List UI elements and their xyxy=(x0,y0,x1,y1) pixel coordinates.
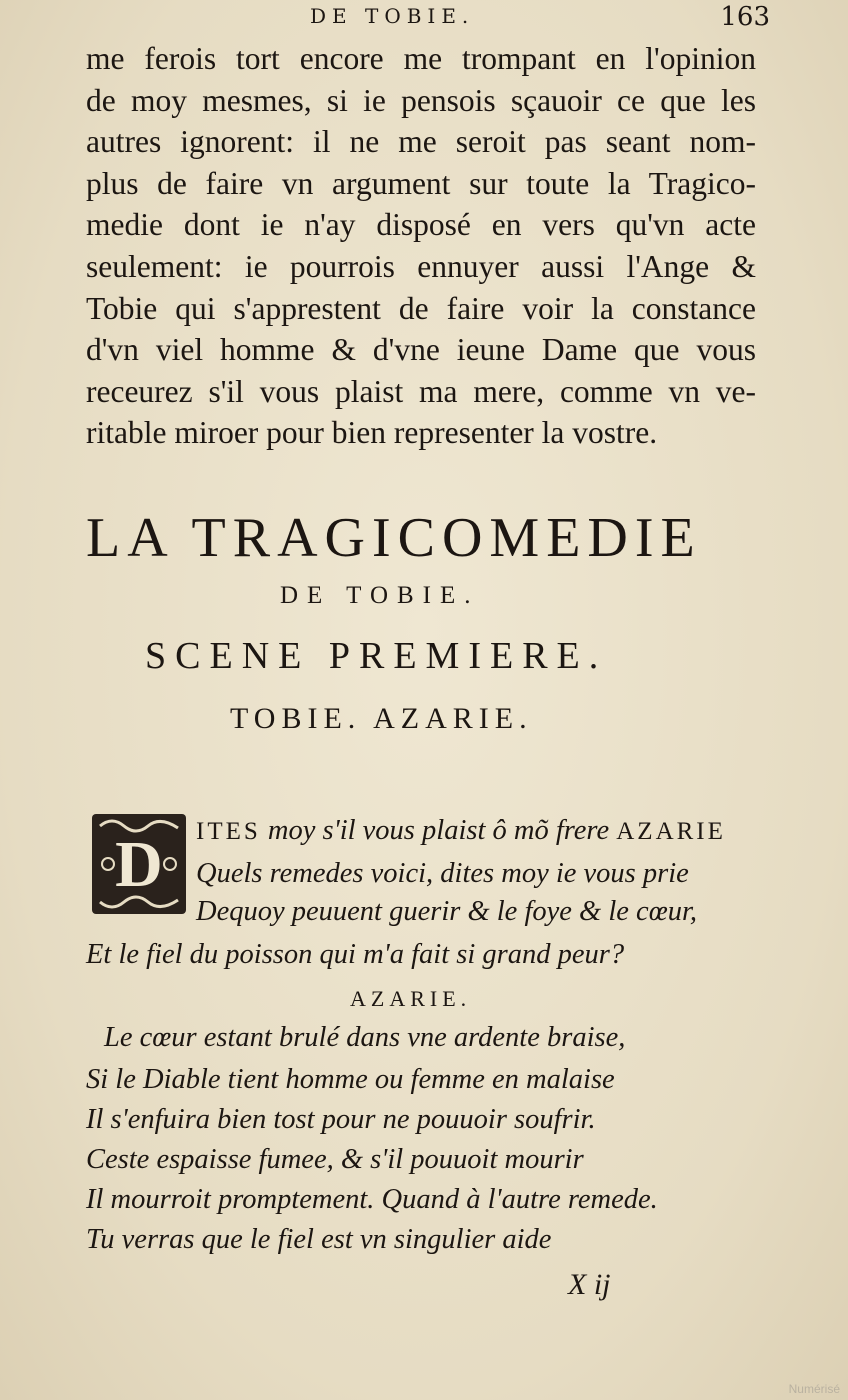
verse-line: Si le Diable tient homme ou femme en malaise xyxy=(86,1064,615,1095)
play-subtitle: DE TOBIE. xyxy=(280,582,480,609)
page-number: 163 xyxy=(720,2,770,32)
prose-line: seulement: ie pourrois ennuyer aussi l'Ange & xyxy=(86,248,756,284)
verse-line: Il mourroit promptement. Quand à l'autre remede. xyxy=(86,1184,658,1215)
verse-line: Le cœur estant brulé dans vne ardente braise, xyxy=(104,1022,626,1053)
prose-line: autres ignorent: il ne me seroit pas seant nom- xyxy=(86,124,756,160)
play-title: LA TRAGICOMEDIE xyxy=(86,507,702,569)
running-title: DE TOBIE. xyxy=(310,4,475,28)
ornamental-dropcap xyxy=(90,812,188,916)
verse-opening-text: moy s'il vous plaist ô mõ frere xyxy=(267,815,610,846)
signature-mark: X ij xyxy=(568,1268,611,1301)
verse-line: Quels remedes voici, dites moy ie vous prie xyxy=(196,858,689,889)
dedication-prose xyxy=(86,38,756,454)
prose-line: Tobie qui s'apprestent de faire voir la constance xyxy=(86,290,756,326)
prose-line: medie dont ie n'ay disposé en vers qu'vn acte xyxy=(86,207,756,243)
page-header xyxy=(270,2,770,32)
verse-opening-caps: ITES xyxy=(196,818,261,845)
prose-line: receurez s'il vous plaist ma mere, comme vn ve- xyxy=(86,373,756,409)
speaker-name: AZARIE. xyxy=(350,986,472,1011)
watermark-text: Numérisé xyxy=(788,1382,840,1396)
prose-line: ritable miroer pour bien representer la vostre. xyxy=(86,415,658,451)
verse-line-opening xyxy=(196,815,726,847)
prose-line: me ferois tort encore me trompant en l'opinion xyxy=(86,41,756,76)
prose-line: de moy mesmes, si ie pensois sçauoir ce que les xyxy=(86,82,756,118)
dropcap-letter: D xyxy=(115,828,163,901)
verse-line: Dequoy peuuent guerir & le foye & le cœur, xyxy=(196,896,698,927)
verse-line: Ceste espaisse fumee, & s'il pouuoit mourir xyxy=(86,1144,584,1175)
verse-line: Et le fiel du poisson qui m'a fait si grand peur? xyxy=(86,939,625,970)
dropcap-ornament-icon xyxy=(90,812,188,916)
character-list: TOBIE. AZARIE. xyxy=(230,702,533,735)
verse-line: Il s'enfuira bien tost pour ne pouuoir soufrir. xyxy=(86,1104,596,1135)
verse-line: Tu verras que le fiel est vn singulier aide xyxy=(86,1224,552,1255)
prose-line: d'vn viel homme & d'vne ieune Dame que vous xyxy=(86,332,756,368)
verse-opening-name: AZARIE xyxy=(616,818,726,845)
scene-heading: SCENE PREMIERE. xyxy=(145,635,608,677)
prose-line: plus de faire vn argument sur toute la Tragico- xyxy=(86,165,756,201)
